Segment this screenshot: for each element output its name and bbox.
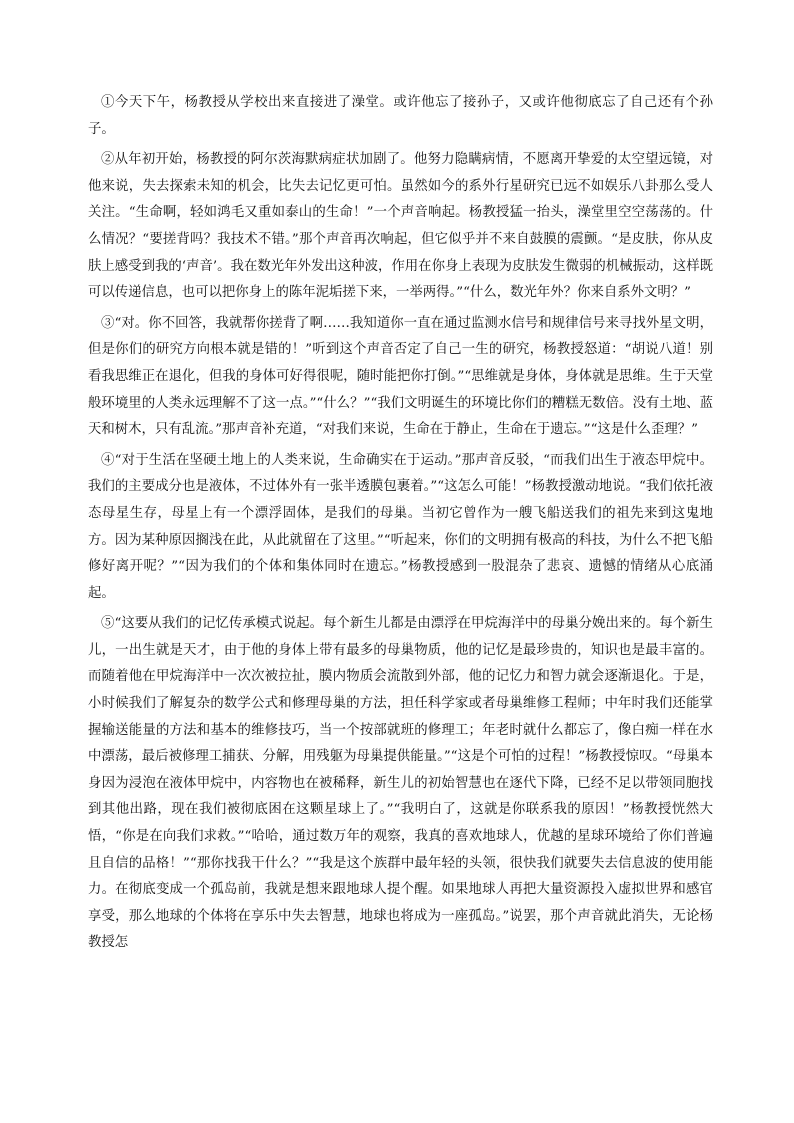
paragraph-3: ③“对。你不回答，我就帮你搓背了啊……我知道你一直在通过监测水信号和规律信号来寻找外星文明，但是你们的研究方向根本就是错的！”听到这个声音否定了自己一生的研究，杨教授怒道：“胡说八道！别看我思维正在退化，但我的身体可好得很呢，随时能把你打倒。”“思维就是身体，身体就是思维。生于天堂般环境里的人类永远理解不了这一点。”“什么？”“我们文明诞生的环境比你们的糟糕无数倍。没有土地、蓝天和树木，只有乱流。”那声音补充道，“对我们来说，生命在于静止，生命在于遗忘。”“这是什么歪理？”: [88, 315, 713, 438]
paragraph-1: ①今天下午，杨教授从学校出来直接进了澡堂。或许他忘了接孙子，又或许他彻底忘了自己还有个孙子。: [88, 95, 713, 137]
paragraph-2: ②从年初开始，杨教授的阿尔茨海默病症状加剧了。他努力隐瞒病情，不愿离开挚爱的太空望远镜，对他来说，失去探索未知的机会，比失去记忆更可怕。虽然如今的系外行星研究已远不如娱乐八卦那么受人关注。“生命啊，轻如鸿毛又重如泰山的生命！”一个声音响起。杨教授猛一抬头，澡堂里空空荡荡的。什么情况？“要搓背吗？我技术不错。”那个声音再次响起，但它似乎并不来自鼓膜的震颤。“是皮肤，你从皮肤上感受到我的‘声音’。我在数光年外发出这种波，作用在你身上表现为皮肤发生微弱的机械振动，这样既可以传递信息，也可以把你身上的陈年泥垢搓下来，一举两得。”“什么，数光年外？你来自系外文明？”: [88, 152, 713, 301]
paragraph-4: ④“对于生活在坚硬土地上的人类来说，生命确实在于运动。”那声音反驳，“而我们出生于液态甲烷中。我们的主要成分也是液体，不过体外有一张半透膜包裹着。”“这怎么可能！”杨教授激动地说。“我们依托液态母星生存，母星上有一个漂浮固体，是我们的母巢。当初它曾作为一艘飞船送我们的祖先来到这鬼地方。因为某种原因搁浅在此，从此就留在了这里。”“听起来，你们的文明拥有极高的科技，为什么不把飞船修好离开呢？”“因为我们的个体和集体同时在遗忘。”杨教授感到一股混杂了悲哀、遗憾的情绪从心底涌起。: [88, 452, 713, 601]
paragraph-5: ⑤“这要从我们的记忆传承模式说起。每个新生儿都是由漂浮在甲烷海洋中的母巢分娩出来的。每个新生儿，一出生就是天才，由于他的身体上带有最多的母巢物质，他的记忆是最珍贵的，知识也是最丰富的。而随着他在甲烷海洋中一次次被拉扯，膜内物质会流散到外部，他的记忆力和智力就会逐渐退化。于是，小时候我们了解复杂的数学公式和修理母巢的方法，担任科学家或者母巢维修工程师；中年时我们还能掌握输送能量的方法和基本的维修技巧，当一个按部就班的修理工；年老时就什么都忘了，像白痴一样在水中漂荡，最后被修理工捕获、分解，用残躯为母巢提供能量。”“这是个可怕的过程！”杨教授惊叹。“母巢本身因为浸泡在液体甲烷中，内容物也在被稀释，新生儿的初始智慧也在逐代下降，已经不足以带领同胞找到其他出路，现在我们被彻底困在这颗星球上了。”“我明白了，这就是你联系我的原因！”杨教授恍然大悟，“你是在向我们求救。”“哈哈，通过数万年的观察，我真的喜欢地球人，优越的星球环境给了你们普遍且自信的品格！”“那你找我干什么？”“我是这个族群中最年轻的头领，很快我们就要失去信息波的使用能力。在彻底变成一个孤岛前，我就是想来跟地球人提个醒。如果地球人再把大量资源投入虚拟世界和感官享受，那么地球的个体将在享乐中失去智慧，地球也将成为一座孤岛。”说罢，那个声音就此消失，无论杨教授怎: [88, 616, 713, 951]
article-body: [88, 90, 713, 961]
